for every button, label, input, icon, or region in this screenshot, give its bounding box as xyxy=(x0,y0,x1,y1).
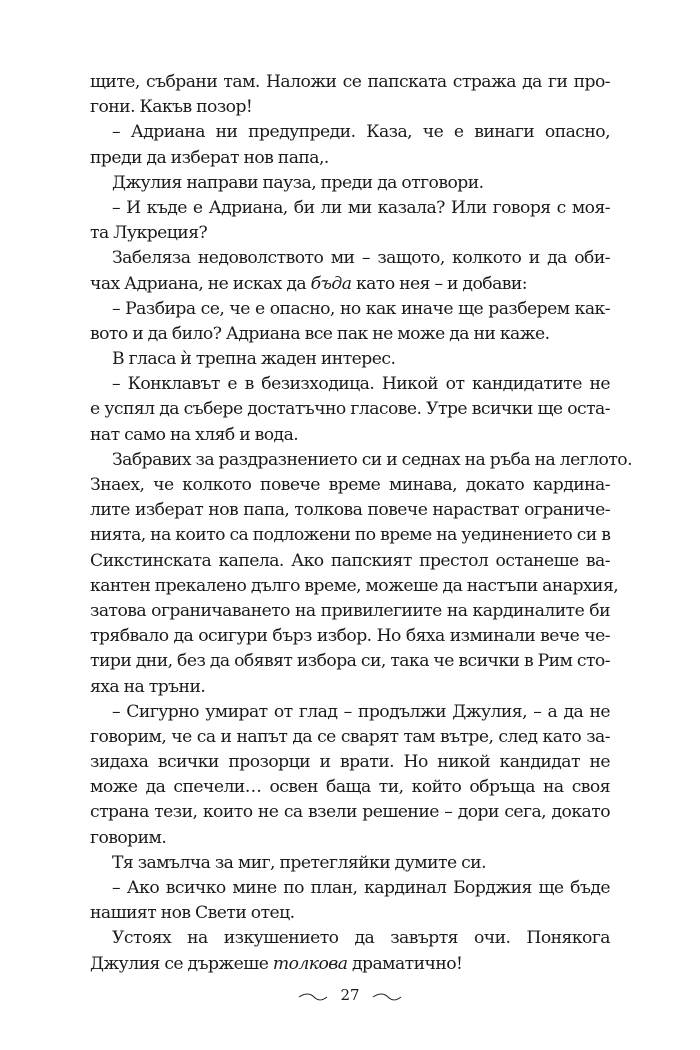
text-line: Сикстинската капела. Ако папският престол останеше ва- xyxy=(90,550,610,571)
text-line: Забеляза недоволството ми – защото, колкото и да оби- xyxy=(112,248,610,269)
text-line: щите, събрани там. Наложи се папската стража да ги про- xyxy=(90,72,610,92)
text-line: лите изберат нов папа, толкова повече нарастват ограниче- xyxy=(90,500,610,521)
text-line: говорим, че са и напът да се сварят там вътре, след като за- xyxy=(90,726,610,747)
text-line: говорим. xyxy=(90,827,167,848)
text-line: – Адриана ни предупреди. Каза, че е винаги опасно, xyxy=(112,122,610,143)
page-number: 27 xyxy=(340,986,360,1004)
text-line: вото и да било? Адриана все пак не може да ни каже. xyxy=(90,323,550,344)
body-text xyxy=(90,70,632,977)
text-line: зидаха всички прозорци и врати. Но никой кандидат не xyxy=(90,752,610,773)
text-line: чах Адриана, не исках да бъда като нея – и добави: xyxy=(90,273,528,294)
text-line: Джулия направи пауза, преди да отговори. xyxy=(112,172,484,193)
text-line: нашият нов Свети отец. xyxy=(90,903,295,924)
text-line: Забравих за раздразнението си и седнах на ръба на леглото. xyxy=(112,449,632,470)
text-line: гони. Какъв позор! xyxy=(90,97,253,118)
text-line: – И къде е Адриана, би ли ми казала? Или говоря с моя- xyxy=(112,197,610,218)
text-line: нията, на които са подложени по време на уединението си в xyxy=(90,525,611,546)
text-line: Тя замълча за миг, претегляйки думите си. xyxy=(112,852,486,873)
text-line: кантен прекалено дълго време, можеше да настъпи анархия, xyxy=(90,575,619,596)
text-line: та Лукреция? xyxy=(90,223,208,244)
text-line: може да спечели… освен баща ти, който обръща на своя xyxy=(90,777,610,798)
text-line: страна тези, които не са взели решение – дори сега, докато xyxy=(90,802,610,823)
page-number-footer xyxy=(0,986,700,1005)
swash-ornament-left-icon xyxy=(298,987,328,1005)
text-line: – Конклавът е в безизходица. Никой от кандидатите не xyxy=(112,374,610,395)
text-line: нат само на хляб и вода. xyxy=(90,424,299,445)
text-line: Знаех, че колкото повече време минава, докато кардина- xyxy=(90,475,610,495)
text-line: тири дни, без да обявят избора си, така че всички в Рим сто- xyxy=(90,651,610,672)
text-line: – Разбира се, че е опасно, но как иначе ще разберем как- xyxy=(112,298,610,319)
text-line: преди да изберат нов папа,. xyxy=(90,147,329,168)
swash-ornament-right-icon xyxy=(372,987,402,1005)
text-line: е успял да събере достатъчно гласове. Утре всички ще оста- xyxy=(90,399,610,420)
text-line: Джулия се държеше толкова драматично! xyxy=(90,953,463,974)
text-line: – Ако всичко мине по план, кардинал Борджия ще бъде xyxy=(112,878,610,898)
text-line: В гласа ѝ трепна жаден интерес. xyxy=(112,349,396,370)
text-line: яха на тръни. xyxy=(90,676,206,697)
text-line: Устоях на изкушението да завъртя очи. Понякога xyxy=(112,928,610,949)
text-line: – Сигурно умират от глад – продължи Джулия, – а да не xyxy=(112,701,610,722)
text-line: трябвало да осигури бърз избор. Но бяха изминали вече че- xyxy=(90,626,610,647)
text-line: затова ограничаването на привилегиите на кардиналите би xyxy=(90,600,610,621)
